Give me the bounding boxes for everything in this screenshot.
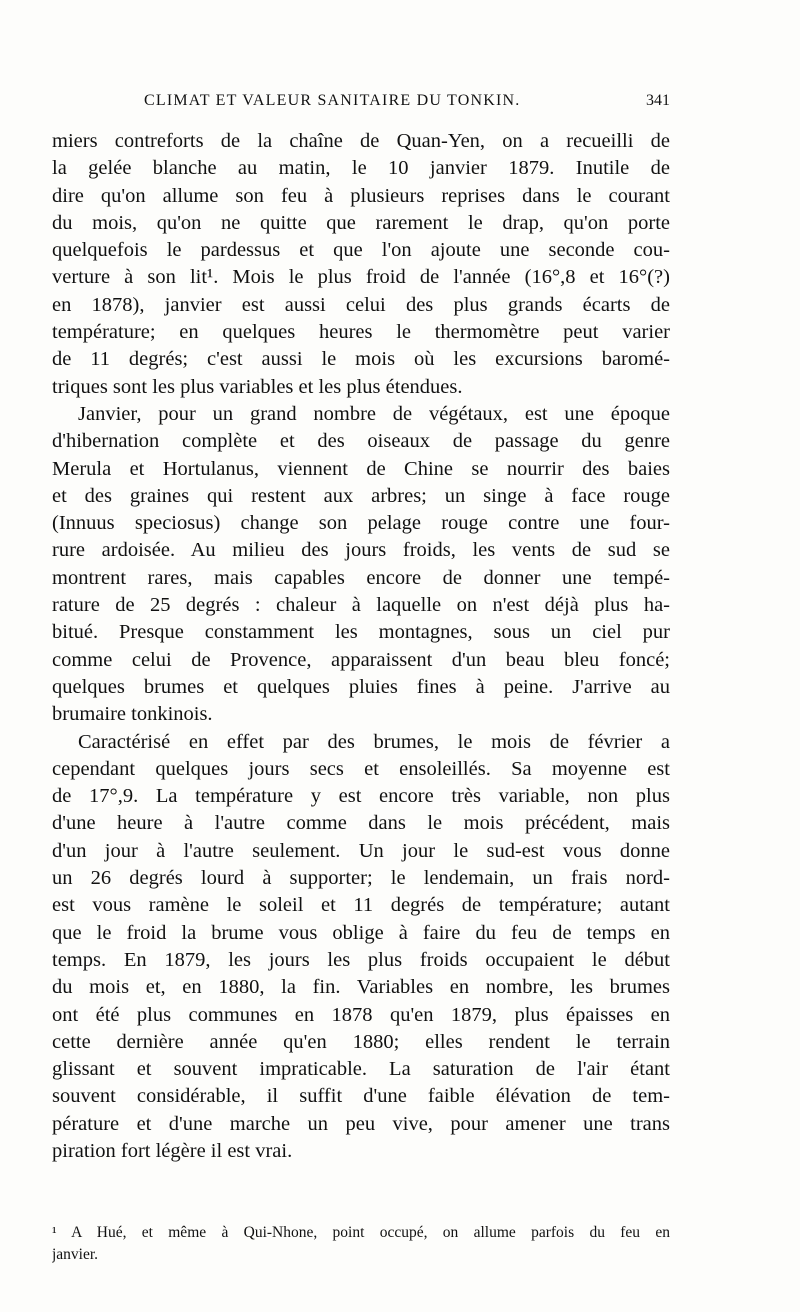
text-line: Merula et Hortulanus, viennent de Chine se nourrir des baies [52,457,670,480]
text-line: triques sont les plus variables et les plus étendues. [52,375,463,398]
text-line: la gelée blanche au matin, le 10 janvier 1879. Inutile de [52,157,670,180]
text-line: quelquefois le pardessus et que l'on ajoute une seconde cou- [52,239,670,262]
text-line: brumaire tonkinois. [52,703,213,726]
text-line: cependant quelques jours secs et ensoleillés. Sa moyenne est [52,757,670,780]
text-line: dire qu'on allume son feu à plusieurs reprises dans le courant [52,184,670,207]
text-line: pérature et d'une marche un peu vive, pour amener une trans [52,1112,670,1135]
footnote-line: ¹ A Hué, et même à Qui-Nhone, point occupé, on allume parfois du feu en [52,1224,670,1241]
text-line: temps. En 1879, les jours les plus froids occupaient le début [52,948,670,971]
text-line: d'un jour à l'autre seulement. Un jour le sud-est vous donne [52,839,670,862]
footnote [52,1222,670,1266]
text-line: un 26 degrés lourd à supporter; le lendemain, un frais nord- [52,867,670,890]
text-line: ont été plus communes en 1878 qu'en 1879, plus épaisses en [52,1003,670,1026]
text-line: (Innuus speciosus) change son pelage rouge contre une four- [52,512,670,535]
text-line: de 17°,9. La température y est encore très variable, non plus [52,785,670,808]
text-line: et des graines qui restent aux arbres; un singe à face rouge [52,484,670,507]
text-line: d'hibernation complète et des oiseaux de passage du genre [52,430,670,453]
text-line: du mois et, en 1880, la fin. Variables en nombre, les brumes [52,976,670,999]
text-line: en 1878), janvier est aussi celui des plus grands écarts de [52,293,670,316]
text-line: quelques brumes et quelques pluies fines à peine. J'arrive au [52,675,670,698]
text-line: souvent considérable, il suffit d'une faible élévation de tem- [52,1085,670,1108]
text-line: température; en quelques heures le thermomètre peut varier [52,321,670,344]
text-line: est vous ramène le soleil et 11 degrés de température; autant [52,894,670,917]
text-line: piration fort légère il est vrai. [52,1139,293,1162]
text-line: montrent rares, mais capables encore de donner une tempé- [52,566,670,589]
text-line: de 11 degrés; c'est aussi le mois où les excursions baromé- [52,348,670,371]
page-number: 341 [646,92,670,109]
text-line: d'une heure à l'autre comme dans le mois précédent, mais [52,812,670,835]
text-line: cette dernière année qu'en 1880; elles rendent le terrain [52,1030,670,1053]
running-title: CLIMAT ET VALEUR SANITAIRE DU TONKIN. [144,92,521,109]
text-line: verture à son lit¹. Mois le plus froid de l'année (16°,8 et 16°(?) [52,266,670,289]
running-head [52,92,670,118]
text-line: miers contreforts de la chaîne de Quan-Yen, on a recueilli de [52,130,670,152]
body-text [52,128,670,1165]
text-line: rature de 25 degrés : chaleur à laquelle on n'est déjà plus ha- [52,594,670,617]
text-line: glissant et souvent impraticable. La saturation de l'air étant [52,1058,670,1081]
text-line: comme celui de Provence, apparaissent d'un beau bleu foncé; [52,648,670,671]
text-line: que le froid la brume vous oblige à faire du feu de temps en [52,921,670,944]
text-line: rure ardoisée. Au milieu des jours froids, les vents de sud se [52,539,670,562]
text-line: Caractérisé en effet par des brumes, le mois de février a [78,730,670,753]
footnote-line: janvier. [52,1246,99,1263]
text-line: Janvier, pour un grand nombre de végétaux, est une époque [78,402,670,425]
text-line: bitué. Presque constamment les montagnes, sous un ciel pur [52,621,670,644]
text-line: du mois, qu'on ne quitte que rarement le drap, qu'on porte [52,211,670,234]
